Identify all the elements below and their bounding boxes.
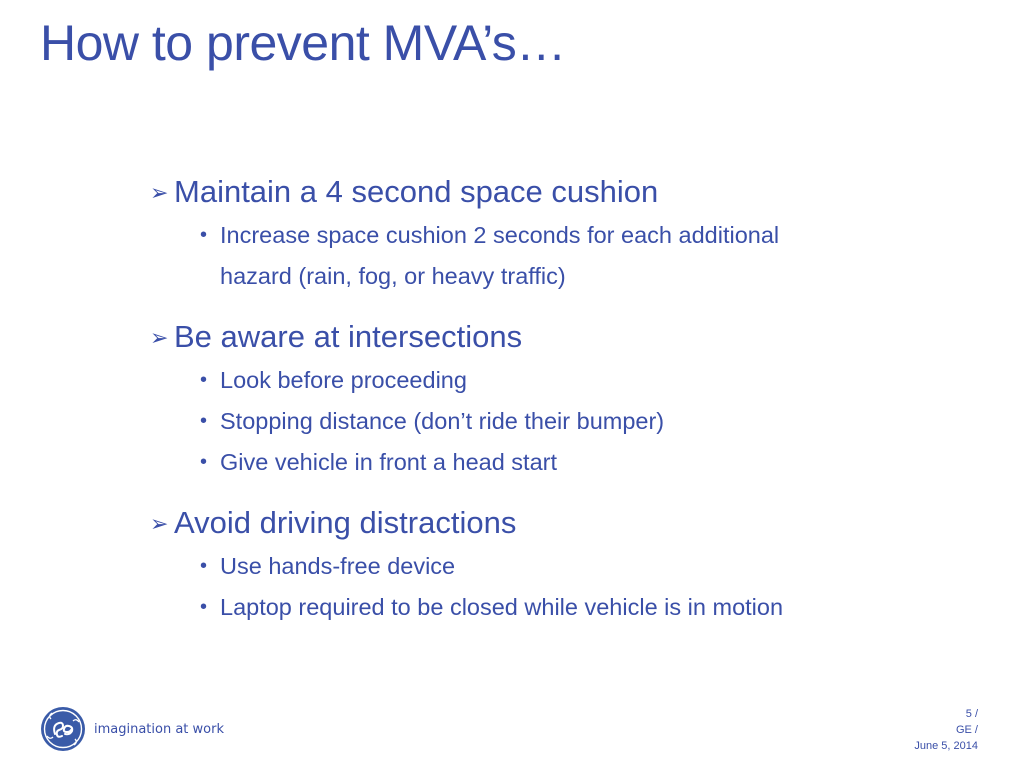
dot-bullet-icon: • — [200, 369, 208, 391]
sub-bullet-list — [198, 215, 990, 297]
dot-bullet-icon: • — [200, 224, 208, 246]
ge-monogram-logo — [40, 706, 86, 752]
section-heading: Avoid driving distractions — [174, 505, 517, 540]
sub-bullet: • Look before proceeding — [198, 360, 990, 401]
footer-logo — [40, 706, 224, 752]
section-heading: Be aware at intersections — [174, 319, 523, 354]
section-intersections — [150, 317, 990, 483]
slide-title: How to prevent MVA’s… — [40, 15, 566, 71]
slide-content — [150, 172, 990, 648]
tagline: imagination at work — [94, 721, 224, 737]
sub-bullet-list — [198, 546, 990, 628]
arrow-bullet-icon: ➢ — [150, 180, 169, 205]
bullet-level1 — [150, 503, 990, 546]
sub-bullet: • Stopping distance (don’t ride their bumper) — [198, 401, 990, 442]
slide-date: June 5, 2014 — [914, 740, 978, 752]
arrow-bullet-icon: ➢ — [150, 511, 169, 536]
sub-bullet: • Increase space cushion 2 seconds for each additional hazard (rain, fog, or heavy traffic) — [198, 215, 780, 297]
sub-bullet: • Use hands-free device — [198, 546, 990, 587]
section-distractions — [150, 503, 990, 628]
dot-bullet-icon: • — [200, 596, 208, 618]
sub-bullet-list — [198, 360, 990, 483]
dot-bullet-icon: • — [200, 451, 208, 473]
section-heading: Maintain a 4 second space cushion — [174, 174, 659, 209]
bullet-level1 — [150, 172, 990, 215]
page-number: 5 / — [965, 708, 978, 720]
footer-meta — [914, 706, 978, 754]
sub-bullet: • Give vehicle in front a head start — [198, 442, 990, 483]
section-space-cushion — [150, 172, 990, 297]
arrow-bullet-icon: ➢ — [150, 325, 169, 350]
dot-bullet-icon: • — [200, 555, 208, 577]
company-label: GE / — [955, 724, 978, 736]
bullet-level1 — [150, 317, 990, 360]
sub-bullet: • Laptop required to be closed while vehicle is in motion — [198, 587, 990, 628]
dot-bullet-icon: • — [200, 410, 208, 432]
